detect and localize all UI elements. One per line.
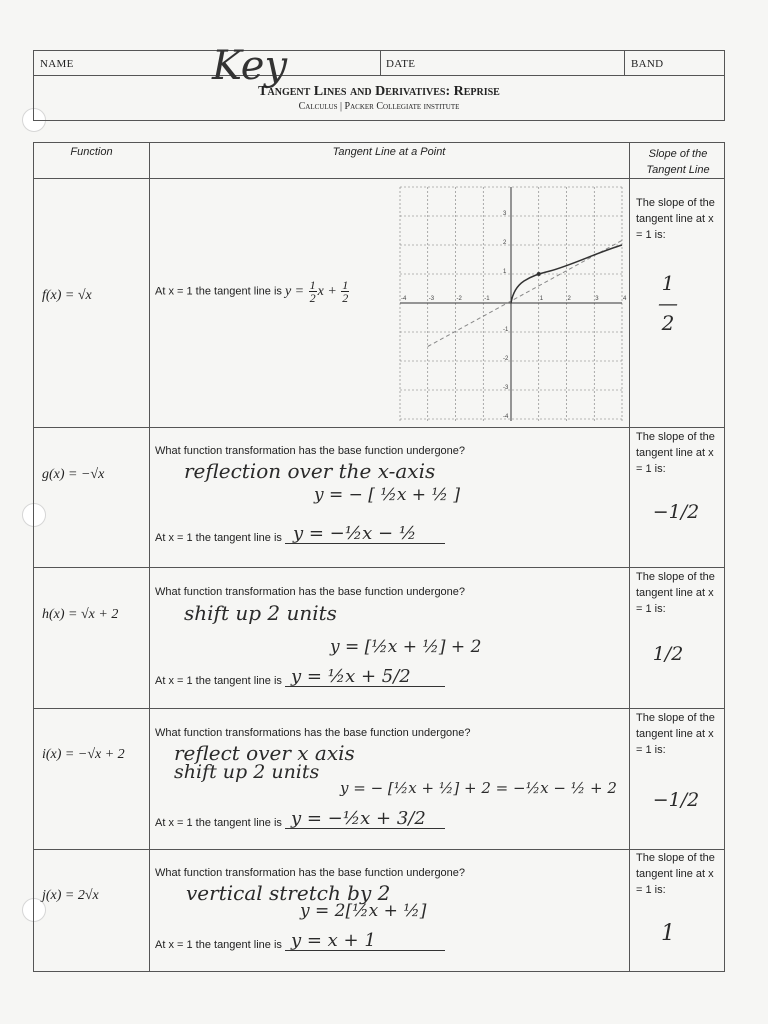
tangent-line-g: y = −½x − ½ <box>292 523 417 544</box>
answer-j: vertical stretch by 2 <box>186 881 391 905</box>
graph-y-tick-label: -1 <box>503 327 509 333</box>
function-h: h(x) = √x + 2 <box>42 607 119 622</box>
answer-i-2: shift up 2 units <box>174 761 320 783</box>
graph-y-tick-label: -4 <box>503 414 509 420</box>
slope-prompt-i: The slope of the tangent line at x = 1 is: <box>636 712 715 756</box>
function-f: f(x) = √x <box>42 288 92 303</box>
graph-x-tick-label: 4 <box>623 296 627 302</box>
sqrt-graph <box>400 187 627 421</box>
answer-h: shift up 2 units <box>184 601 337 625</box>
work-j: y = 2[½x + ½] <box>300 901 427 921</box>
work-g: y = − [ ½x + ½ ] <box>314 485 460 505</box>
question-g: What function transformation has the base function undergone? <box>155 445 466 457</box>
name-label: NAME <box>40 58 74 70</box>
work-h: y = [½x + ½] + 2 <box>330 637 482 657</box>
work-i: y = − [½x + ½] + 2 = −½x − ½ + 2 <box>340 779 617 797</box>
tangent-line-i: y = −½x + 3/2 <box>290 808 426 829</box>
worksheet-subtitle: Calculus | Packer Collegiate institute <box>298 101 460 112</box>
band-label: BAND <box>631 58 664 70</box>
slope-prompt-h: The slope of the tangent line at x = 1 is: <box>636 571 715 615</box>
worksheet-title: Tangent Lines and Derivatives: Reprise <box>258 84 500 99</box>
tangent-prompt-g: At x = 1 the tangent line is y = −½x − ½ <box>155 531 445 544</box>
graph-x-tick-label: -2 <box>456 296 462 302</box>
graph-x-tick-label: -3 <box>428 296 435 302</box>
graph-x-tick-label: -4 <box>401 296 407 302</box>
graph-x-tick-label: -1 <box>484 296 490 302</box>
header-slope: Slope of the Tangent Line <box>646 148 710 176</box>
graph-x-tick-label: 3 <box>595 296 599 302</box>
tangent-line-j: y = x + 1 <box>290 930 376 951</box>
tangent-prompt-j: At x = 1 the tangent line is y = x + 1 <box>155 938 445 951</box>
graph-y-tick-label: -3 <box>503 385 509 391</box>
graph-x-tick-label: 2 <box>567 296 571 302</box>
graph-x-tick-label: 1 <box>539 296 544 302</box>
graph-y-tick-labels <box>503 211 509 420</box>
tangent-line-dashed <box>428 240 622 346</box>
header-tangent-line: Tangent Line at a Point <box>332 146 446 158</box>
tangent-prompt-h: At x = 1 the tangent line is y = ½x + 5/2 <box>155 674 445 687</box>
slope-answer-j: 1 <box>661 921 675 946</box>
answer-i-1: reflect over x axis <box>174 741 355 765</box>
graph-y-tick-label: 3 <box>503 211 507 217</box>
tangent-answer-line-j <box>285 930 445 951</box>
tangent-line-f: y = $\frac{1}{2}$ x + $\frac{1}{2}$ <box>284 278 349 305</box>
tangent-line-h: y = ½x + 5/2 <box>290 666 411 687</box>
header-function: Function <box>70 146 113 158</box>
slope-answer-g: −1/2 <box>652 501 700 523</box>
function-j: j(x) = 2√x <box>42 888 99 903</box>
graph-y-tick-label: 2 <box>503 240 507 246</box>
function-i: i(x) = −√x + 2 <box>42 747 125 762</box>
tangent-point <box>537 272 541 276</box>
answer-g: reflection over the x-axis <box>184 459 436 483</box>
graph-y-tick-label: -2 <box>503 356 509 362</box>
worksheet-header <box>33 43 725 121</box>
slope-answer-h: 1/2 <box>652 643 684 665</box>
question-i: What function transformations has the base function undergone? <box>155 727 471 739</box>
tangent-lines-table <box>33 142 725 972</box>
slope-answer-f: 1 — 2 <box>658 271 678 335</box>
tangent-prompt-i: At x = 1 the tangent line is y = −½x + 3/2 <box>155 816 445 829</box>
tangent-answer-line-h <box>285 666 445 687</box>
graph-y-tick-label: 1 <box>503 269 507 275</box>
slope-prompt-j: The slope of the tangent line at x = 1 is: <box>636 852 715 896</box>
slope-prompt-g: The slope of the tangent line at x = 1 is: <box>636 431 715 475</box>
tangent-prompt-f: At x = 1 the tangent line is y = $\frac{1}{2}$ x + $\frac{1}{2}$ <box>155 278 349 305</box>
name-value: Key <box>212 43 288 89</box>
question-h: What function transformation has the base function undergone? <box>155 586 466 598</box>
slope-answer-i: −1/2 <box>652 789 700 811</box>
slope-prompt-f: The slope of the tangent line at x = 1 is: <box>636 197 715 241</box>
function-g: g(x) = −√x <box>42 467 105 482</box>
question-j: What function transformation has the base function undergone? <box>155 867 466 879</box>
header-fields-row <box>34 51 724 76</box>
date-label: DATE <box>386 58 416 70</box>
